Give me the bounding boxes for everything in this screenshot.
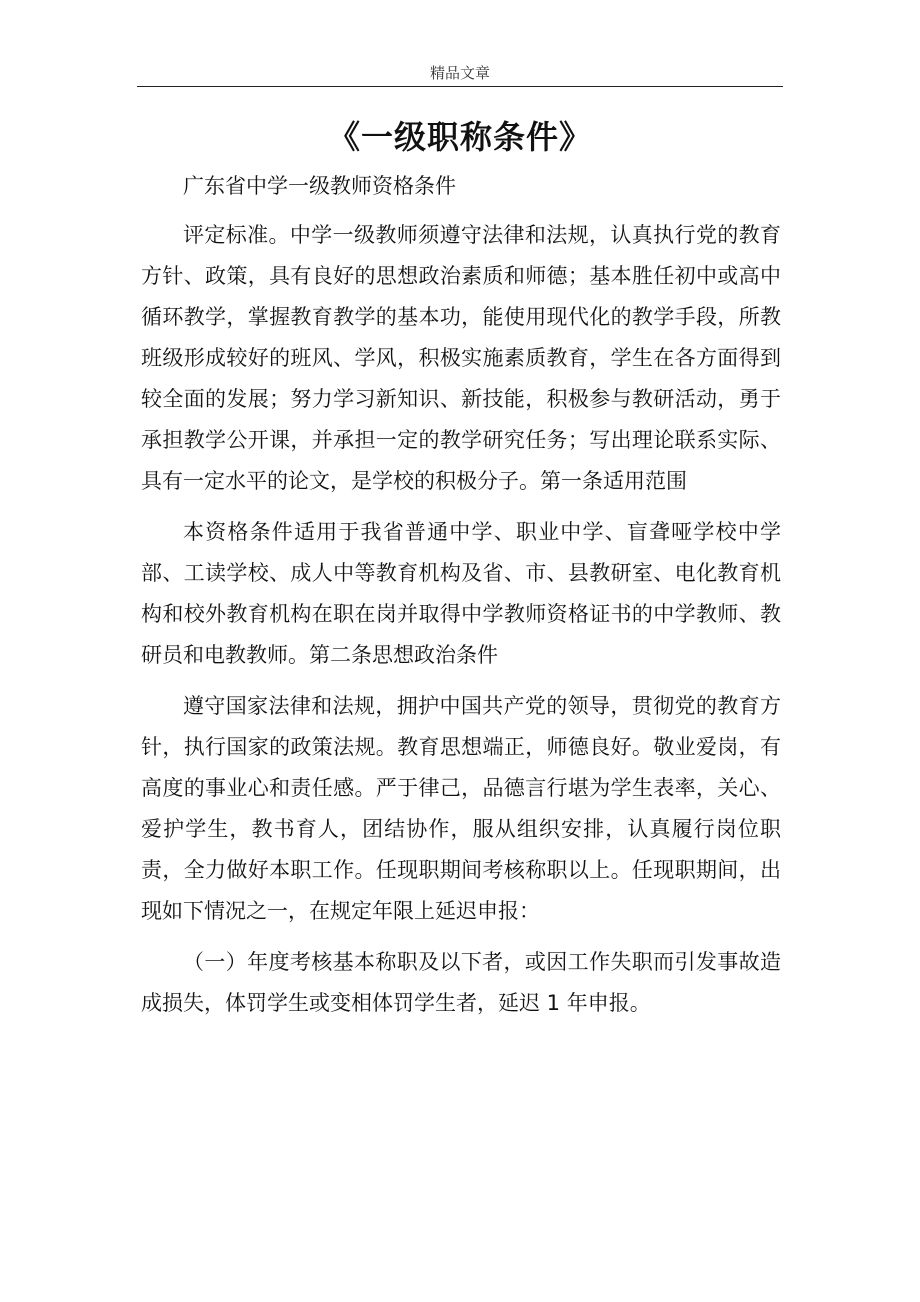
document-body [141, 166, 781, 1034]
document-title: 《一级职称条件》 [327, 118, 592, 156]
page-header: 精品文章 [429, 64, 490, 82]
paragraph-item-1: （一）年度考核基本称职及以下者，或因工作失职而引发事故造成损失，体罚学生或变相体罚学生者，延迟 1 年申报。 [141, 950, 781, 1015]
paragraph-scope: 本资格条件适用于我省普通中学、职业中学、盲聋哑学校中学部、工读学校、成人中等教育机构及省、市、县教研室、电化教育机构和校外教育机构在职在岗并取得中学教师资格证书的中学教师、教研员和电教教师。第二条思想政治条件 [141, 520, 781, 667]
header-divider [137, 86, 783, 87]
document-subtitle: 广东省中学一级教师资格条件 [183, 174, 456, 198]
paragraph-political-conditions: 遵守国家法律和法规，拥护中国共产党的领导，贯彻党的教育方针，执行国家的政策法规。教育思想端正，师德良好。敬业爱岗，有高度的事业心和责任感。严于律己，品德言行堪为学生表率，关心、爱护学生，教书育人，团结协作，服从组织安排，认真履行岗位职责，全力做好本职工作。任现职期间考核称职以上。任现职期间，出现如下情况之一，在规定年限上延迟申报： [141, 694, 781, 923]
paragraph-evaluation-standard: 评定标准。中学一级教师须遵守法律和法规，认真执行党的教育方针、政策，具有良好的思想政治素质和师德；基本胜任初中或高中循环教学，掌握教育教学的基本功，能使用现代化的教学手段，所教班级形成较好的班风、学风，积极实施素质教育，学生在各方面得到较全面的发展；努力学习新知识、新技能，积极参与教研活动，勇于承担教学公开课，并承担一定的教学研究任务；写出理论联系实际、具有一定水平的论文，是学校的积极分子。第一条适用范围 [141, 223, 781, 493]
